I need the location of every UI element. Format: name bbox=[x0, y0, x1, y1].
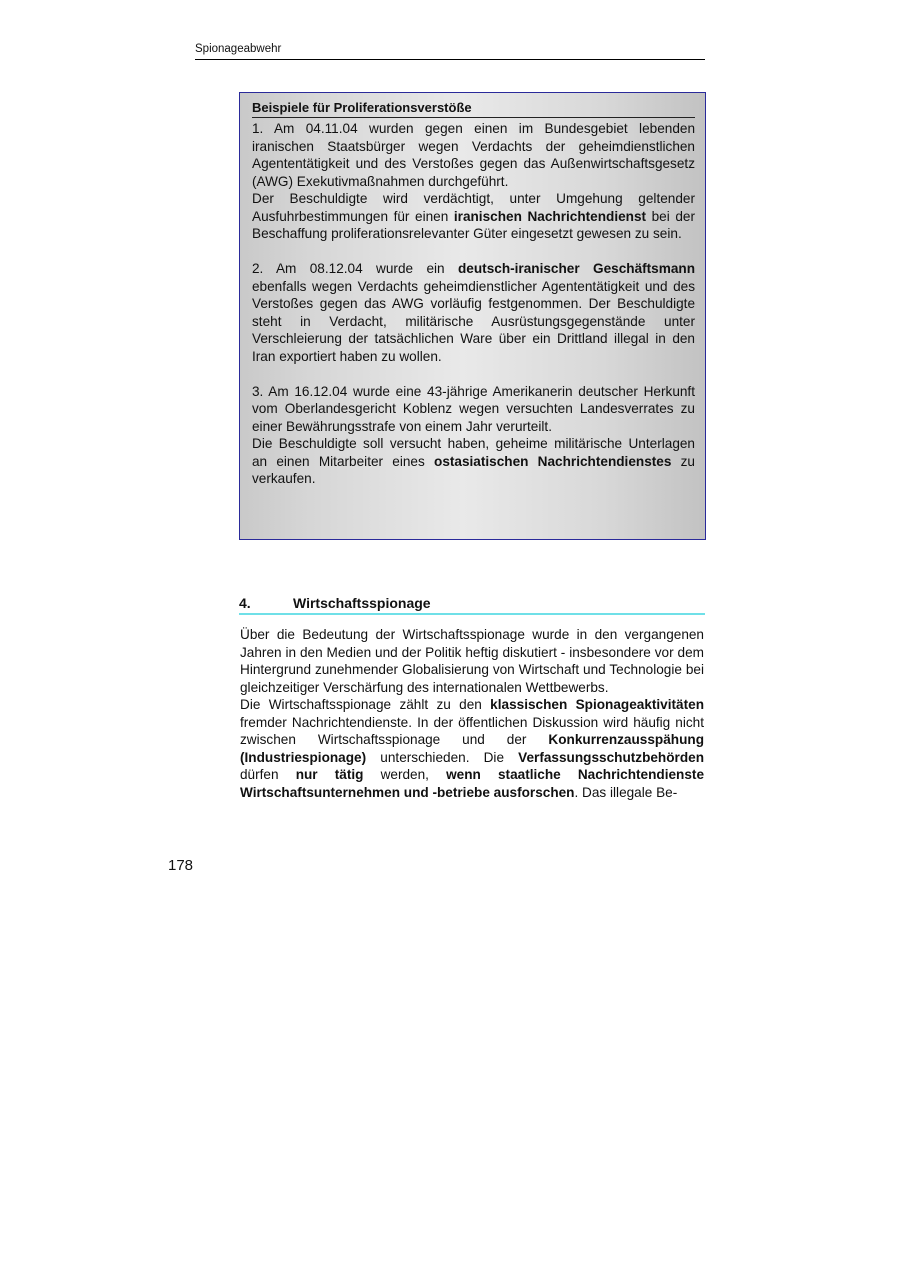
body-text bbox=[240, 626, 704, 801]
example-paragraph-3: 3. Am 16.12.04 wurde eine 43-jährige Amerikanerin deutscher Herkunft vom Oberlandesgericht Koblenz wegen versuchten Landesverrates zu einer Bewährungsstrafe von einem Jahr verurteilt. Die Beschuldigte soll versucht haben, geheime militärische Unterlagen an einen Mitarbeiter eines ostasiatischen Nachrichtendienstes zu verkaufen. bbox=[252, 383, 695, 486]
page-number: 178 bbox=[168, 857, 194, 874]
example-box bbox=[239, 92, 706, 540]
example-paragraph-2: 2. Am 08.12.04 wurde ein deutsch-iranischer Geschäftsmann ebenfalls wegen Verdachts geheimdienstlicher Agententätigkeit und des Verstoßes gegen das AWG vorläufig festgenommen. Der Beschuldigte steht in Verdacht, militärische Ausrüstungsgegenstände unter Verschleierung der tatsächlichen Ware über ein Drittland illegal in den Iran exportiert haben zu wollen. bbox=[252, 261, 695, 364]
section-heading bbox=[239, 595, 705, 615]
section-number: 4. bbox=[239, 595, 251, 611]
section-title: Wirtschaftsspionage bbox=[293, 595, 431, 611]
body-paragraph-1: Über die Bedeutung der Wirtschaftsspionage wurde in den vergangenen Jahren in den Medien und der Politik heftig diskutiert - insbesondere vor dem Hintergrund zunehmender Globalisierung von Wirtschaft und Technologie bei gleichzeitiger Verschärfung des internationalen Wettbewerbs. bbox=[240, 627, 704, 695]
box-title: Beispiele für Proliferationsverstöße bbox=[252, 99, 695, 118]
example-paragraph-1: 1. Am 04.11.04 wurden gegen einen im Bundesgebiet lebenden iranischen Staatsbürger wegen Verdachts der geheimdienstlichen Agententätigkeit und des Verstoßes gegen das Außenwirtschaftsgesetz (AWG) Exekutivmaßnahmen durchgeführt. Der Beschuldigte wird verdächtigt, unter Umgehung geltender Ausfuhrbestimmungen für einen iranischen Nachrichtendienst bei der Beschaffung proliferationsrelevanter Güter eingesetzt gewesen zu sein. bbox=[252, 121, 695, 241]
body-paragraph-2: Die Wirtschaftsspionage zählt zu den klassischen Spionageaktivitäten fremder Nachrichtendienste. In der öffentlichen Diskussion wird häufig nicht zwischen Wirtschaftsspionage und der Konkurrenzausspähung (Industriespionage) unterschieden. Die Verfassungsschutzbehörden dürfen nur tätig werden, wenn staatliche Nachrichtendienste Wirtschaftsunternehmen und -betriebe ausforschen. Das illegale Be- bbox=[240, 697, 705, 800]
running-header: Spionageabwehr bbox=[195, 43, 705, 60]
